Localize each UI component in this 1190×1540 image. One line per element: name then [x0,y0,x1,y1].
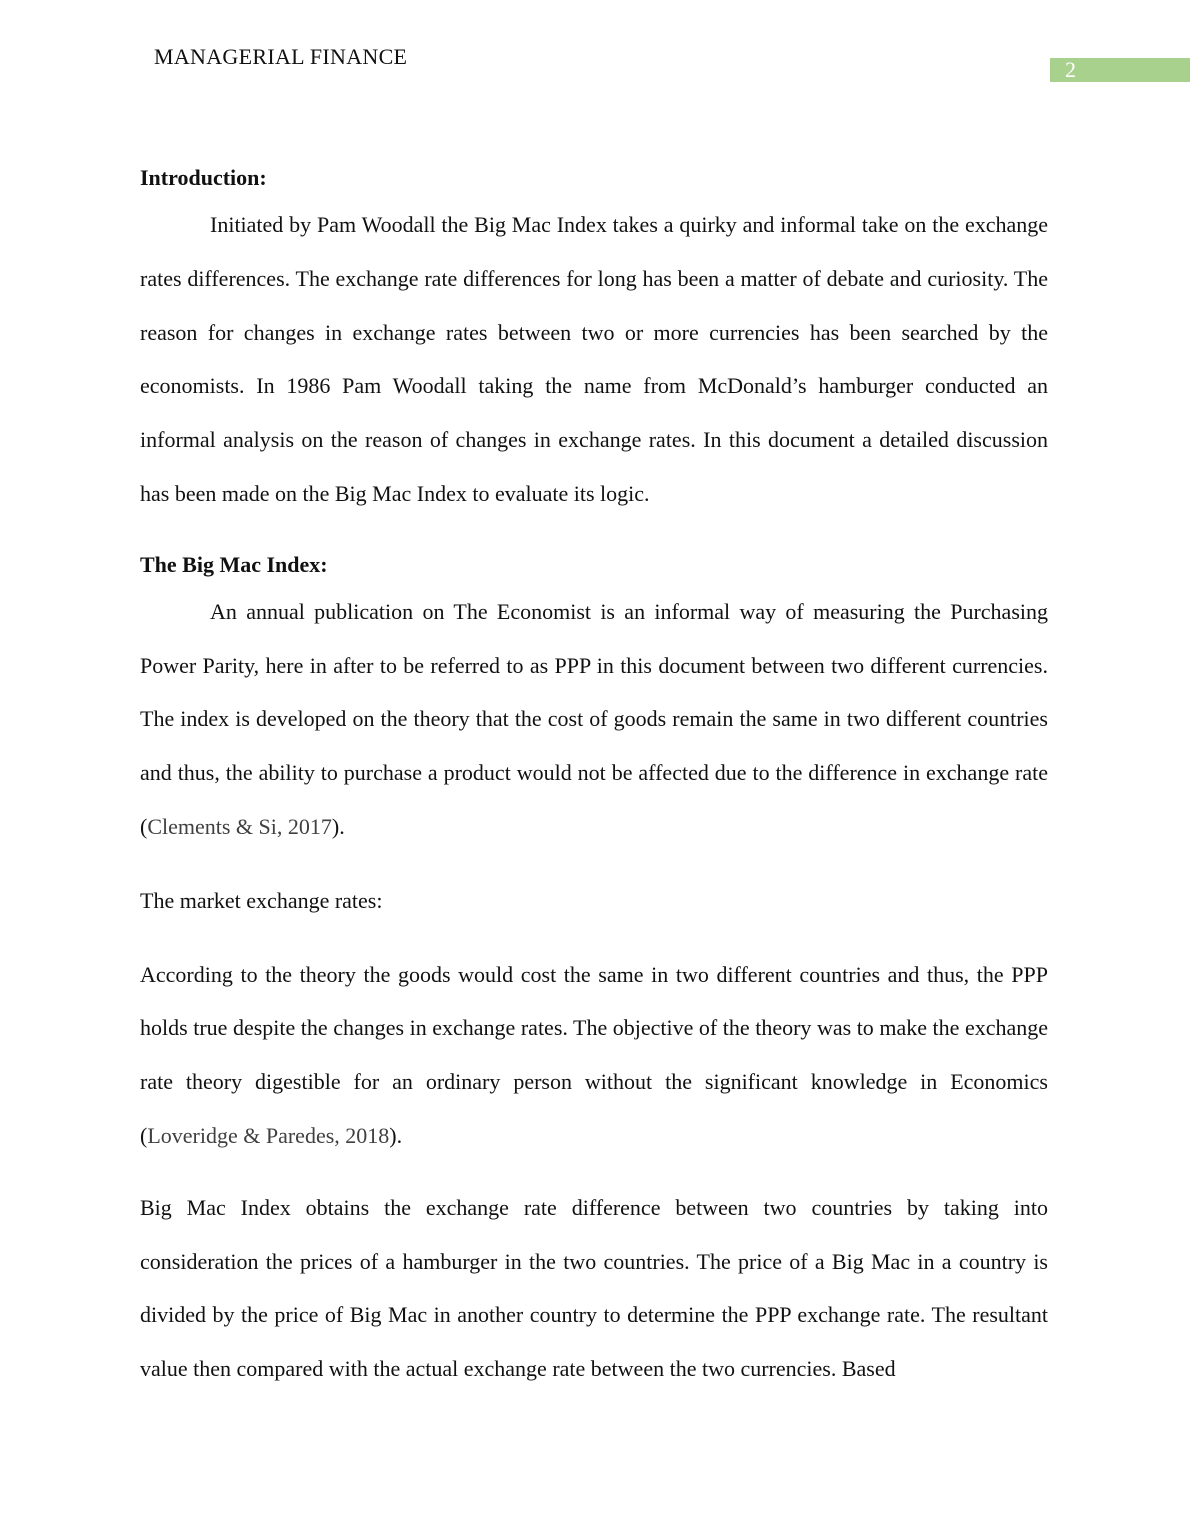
paragraph-end: ). [389,1122,403,1148]
intro-paragraph: Initiated by Pam Woodall the Big Mac Index takes a quirky and informal take on the exchange rates differences. The exchange rate differences for long has been a matter of debate and curiosity. The reason for changes in exchange rates between two or more currencies has been searched by the economists. In 1986 Pam Woodall taking the name from McDonald’s hamburger conducted an informal analysis on the reason of changes in exchange rates. In this document a detailed discussion has been made on the Big Mac Index to evaluate its logic. [140,212,1048,506]
big-mac-method-paragraph: Big Mac Index obtains the exchange rate difference between two countries by taking into consideration the prices of a hamburger in the two countries. The price of a Big Mac in a country is divided by the price of Big Mac in another country to determine the PPP exchange rate. The resultant value then compared with the actual exchange rate between the two currencies. Based [140,1194,1048,1382]
document-body [140,158,1048,1396]
page-number: 2 [1050,58,1190,82]
paragraph-text: An annual publication on The Economist is an informal way of measuring the Purchasing Power Parity, here in after to be referred to as PPP in this document between two different currencies. The index is developed on the theory that the cost of goods remain the same in two different countries and thus, the ability to purchase a product would not be affected due to the difference in exchange rate ( [140,598,1048,839]
running-head: MANAGERIAL FINANCE [154,44,408,69]
section-heading-introduction: Introduction: [140,165,267,190]
paragraph-text: According to the theory the goods would cost the same in two different countries and thus, the PPP holds true despite the changes in exchange rates. The objective of the theory was to make the exchange rate theory digestible for an ordinary person without the significant knowledge in Economics ( [140,961,1048,1148]
market-exchange-rates-subheading: The market exchange rates: [140,887,383,913]
paragraph-end: ). [331,813,345,839]
ppp-paragraph [140,948,1048,1163]
section-heading-big-mac-index: The Big Mac Index: [140,551,328,577]
citation: Loveridge & Paredes, 2018 [147,1122,390,1148]
big-mac-paragraph [140,585,1048,854]
citation: Clements & Si, 2017 [147,813,332,839]
